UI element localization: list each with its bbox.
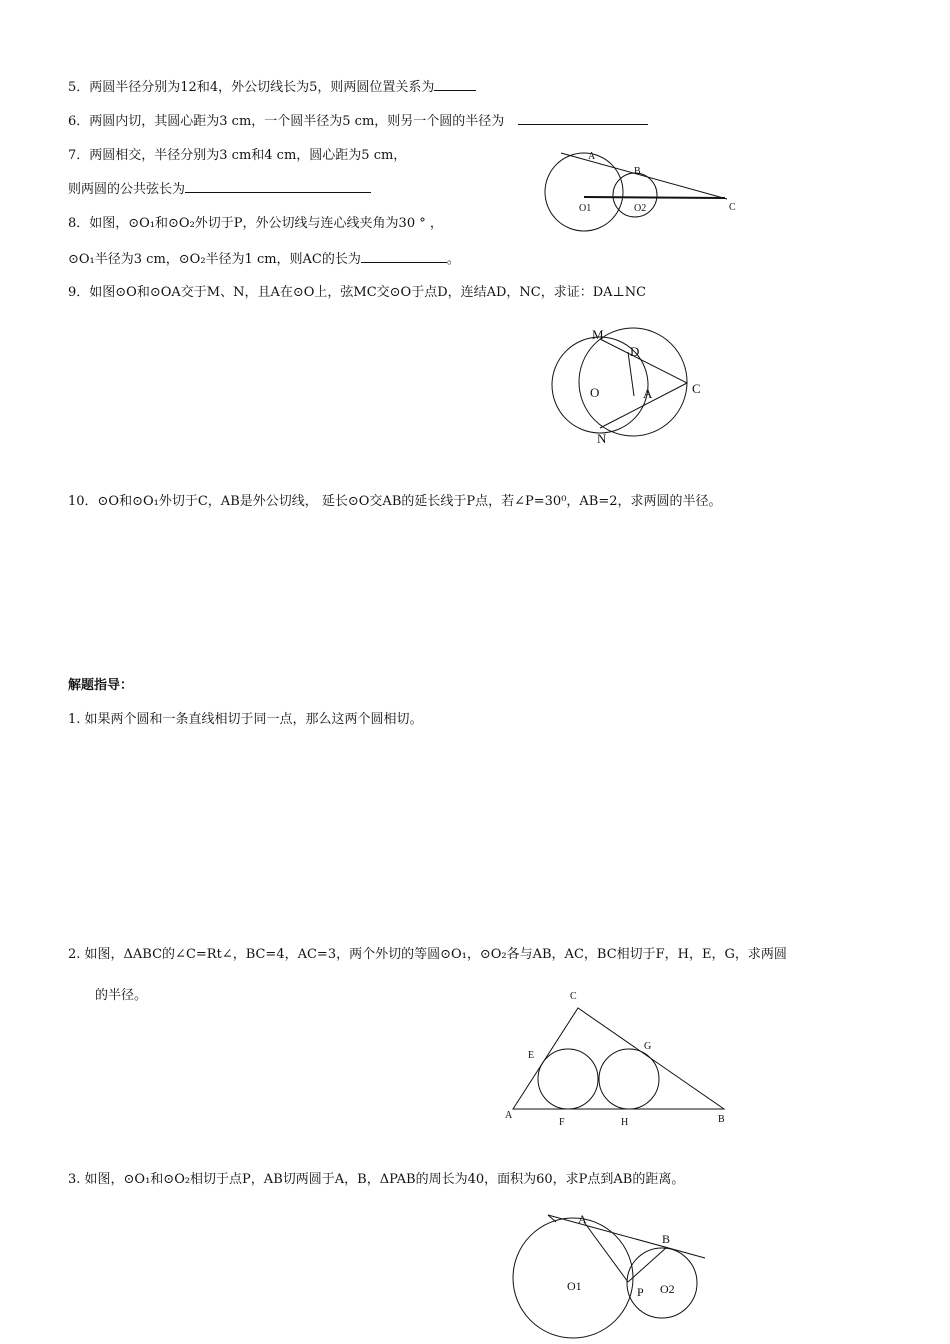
label-a: A — [643, 386, 653, 401]
label-c: C — [729, 202, 736, 213]
label-a: A — [578, 1212, 587, 1226]
label-a: A — [588, 151, 596, 162]
question-8-end: 。 — [446, 252, 460, 267]
label-c: C — [692, 381, 701, 396]
label-o2: O2 — [634, 203, 647, 214]
label-b: B — [718, 1114, 725, 1125]
circle-o1 — [513, 1218, 633, 1338]
label-n: N — [597, 431, 607, 446]
guide-item-2-line-1: 2. 如图，ΔABC的∠C=Rt∠，BC=4，AC=3，两个外切的等圆⊙O₁，⊙O₂各与AB，AC，BC相切于F，H，E，G，求两圆 — [68, 947, 787, 962]
question-7-line-1: 7．两圆相交，半径分别为3 cm和4 cm，圆心距为5 cm， — [68, 148, 407, 163]
label-b: B — [662, 1232, 671, 1246]
guide-heading: 解题指导： — [68, 678, 134, 693]
label-g: G — [644, 1041, 652, 1052]
question-10: 10．⊙O和⊙O₁外切于C，AB是外公切线， 延长⊙O交AB的延长线于P点，若∠P=30⁰，AB=2，求两圆的半径。 — [68, 494, 722, 509]
label-b: B — [634, 166, 641, 177]
label-o: O — [590, 385, 600, 400]
question-8-line-2-text: ⊙O₁半径为3 cm，⊙O₂半径为1 cm，则AC的长为 — [68, 252, 361, 267]
question-5-text: 5．两圆半径分别为12和4，外公切线长为5，则两圆位置关系为 — [68, 80, 435, 95]
question-7-line-2-text: 则两圆的公共弦长为 — [68, 182, 186, 197]
label-d: D — [630, 344, 640, 359]
label-h: H — [621, 1117, 629, 1128]
question-8-line-1: 8．如图，⊙O₁和⊙O₂外切于P，外公切线与连心线夹角为30 ° ， — [68, 216, 443, 231]
segment-pb — [628, 1247, 667, 1282]
guide-item-2-line-2: 的半径。 — [95, 988, 148, 1003]
guide-item-1: 1. 如果两个圆和一条直线相切于同一点，那么这两个圆相切。 — [68, 712, 423, 727]
label-a: A — [505, 1110, 513, 1121]
label-p: P — [637, 1285, 644, 1299]
question-6-text: 6．两圆内切，其圆心距为3 cm，一个圆半径为5 cm，则另一个圆的半径为 — [68, 114, 505, 129]
label-m: M — [592, 327, 604, 342]
label-e: E — [528, 1050, 535, 1061]
question-9: 9．如图⊙O和⊙OA交于M、N，且A在⊙O上，弦MC交⊙O于点D，连结AD，NC，求证：DA⊥NC — [68, 285, 647, 300]
label-f: F — [559, 1117, 565, 1128]
label-c: C — [570, 991, 577, 1002]
guide-item-3: 3. 如图，⊙O₁和⊙O₂相切于点P，AB切两圆于A，B，ΔPAB的周长为40，面积为60，求P点到AB的距离。 — [68, 1172, 685, 1187]
label-o2: O2 — [660, 1282, 675, 1296]
label-o1: O1 — [579, 203, 592, 214]
label-o1: O1 — [567, 1279, 582, 1293]
